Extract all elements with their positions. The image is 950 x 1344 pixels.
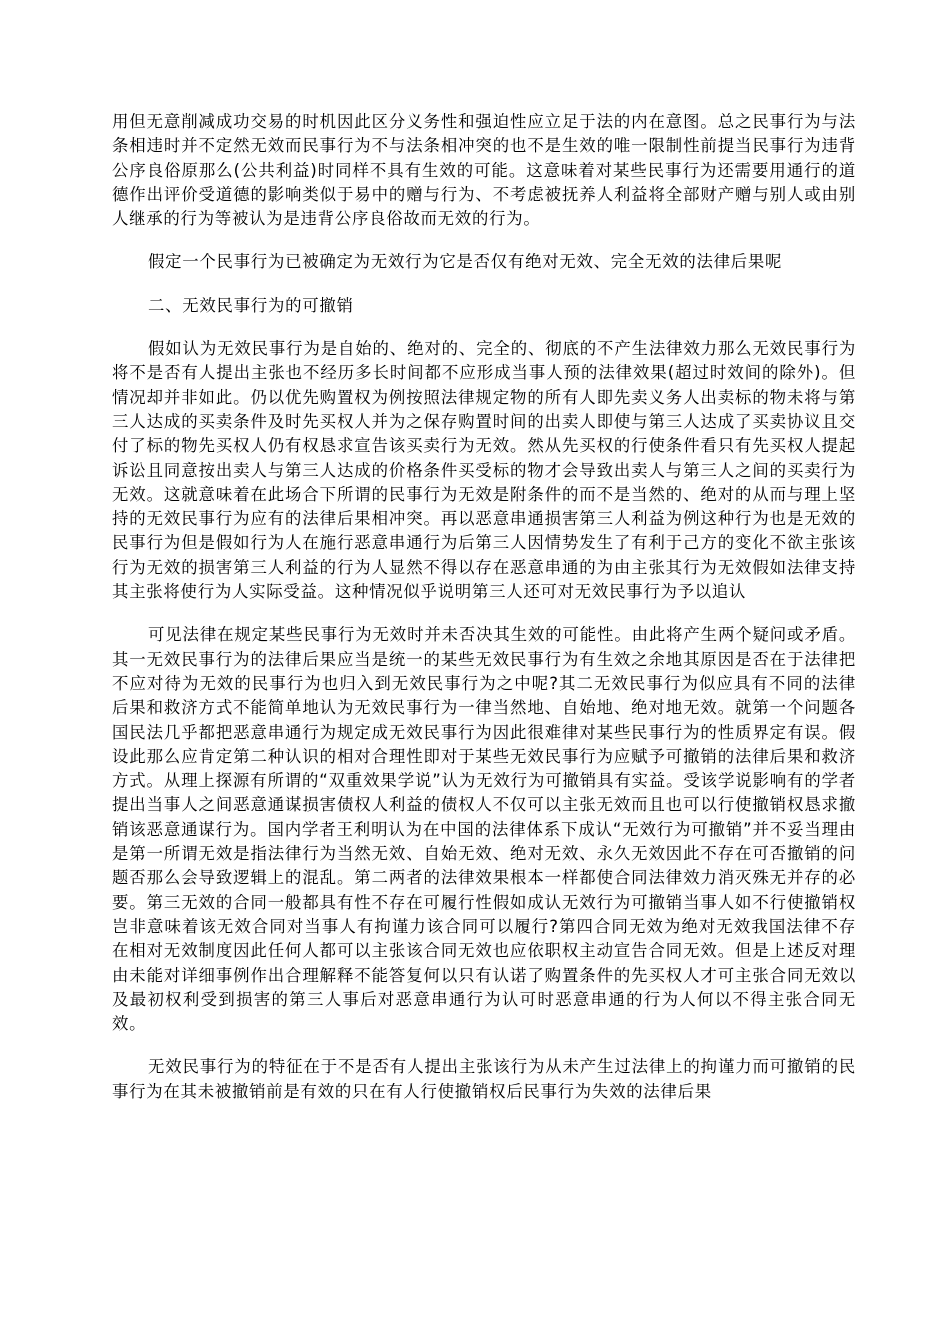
document-page: [112, 110, 856, 1104]
paragraph-1: 用但无意削减成功交易的时机因此区分义务性和强迫性应立足于法的内在意图。总之民事行为与法条相违时并不定然无效而民事行为不与法条相冲突的也不是生效的唯一限制性前提当民事行为违背公序良俗原那么(公共利益)时同样不具有生效的可能。这意味着对某些民事行为还需要用通行的道德作出评价受道德的影响类似于易中的赠与行为、不考虑被抚养人利益将全部财产赠与别人或由别人继承的行为等被认为是违背公序良俗故而无效的行为。: [112, 112, 856, 229]
section-heading: 二、无效民事行为的可撤销: [148, 295, 354, 315]
paragraph-5: 无效民事行为的特征在于不是否有人提出主张该行为从未产生过法律上的拘谨力而可撤销的民事行为在其未被撤销前是有效的只在有人行使撤销权后民事行为失效的法律后果: [112, 1057, 856, 1101]
paragraph-3: 假如认为无效民事行为是自始的、绝对的、完全的、彻底的不产生法律效力那么无效民事行为将不是否有人提出主张也不经历多长时间都不应形成当事人预的法律效果(超过时效间的除外)。但情况却并非如此。仍以优先购置权为例按照法律规定物的所有人即先卖义务人出卖标的物未将与第三人达成的买卖条件及时先买权人并为之保存购置时间的出卖人即使与第三人达成了买卖协议且交付了标的物先买权人仍有权恳求宣告该买卖行为无效。然从先买权的行使条件看只有先买权人提起诉讼且同意按出卖人与第三人达成的价格条件买受标的物才会导致出卖人与第三人之间的买卖行为无效。这就意味着在此场合下所谓的民事行为无效是附条件的而不是当然的、绝对的从而与理上坚持的无效民事行为应有的法律后果相冲突。再以恶意串通损害第三人利益为例这种行为也是无效的民事行为但是假如行为人在施行恶意串通行为后第三人因情势发生了有利于己方的变化不欲主张该行为无效的损害第三人利益的行为人显然不得以存在恶意串通的为由主张其行为无效假如法律支持其主张将使行为人实际受益。这种情况似乎说明第三人还可对无效民事行为予以追认: [112, 339, 856, 602]
paragraph-4: 可见法律在规定某些民事行为无效时并未否决其生效的可能性。由此将产生两个疑问或矛盾。其一无效民事行为的法律后果应当是统一的某些无效民事行为有生效之余地其原因是否在于法律把不应对待为无效的民事行为也归入到无效民事行为之中呢?其二无效民事行为似应具有不同的法律后果和救济方式不能简单地认为无效民事行为一律当然地、自始地、绝对地无效。就第一个问题各国民法几乎都把恶意串通行为规定成无效民事行为因此很难律对某些民事行为的性质界定有误。假设此那么应肯定第二种认识的相对合理性即对于某些无效民事行为应赋予可撤销的法律后果和救济方式。从理上探源有所谓的“双重效果学说”认为无效行为可撤销具有实益。受该学说影响有的学者提出当事人之间恶意通谋损害债权人利益的债权人不仅可以主张无效而且也可以行使撤销权恳求撤销该恶意通谋行为。国内学者王利明认为在中国的法律体系下成认“无效行为可撤销”并不妥当理由是第一所谓无效是指法律行为当然无效、自始无效、绝对无效、永久无效因此不存在可否撤销的问题否那么会导致逻辑上的混乱。第二两者的法律效果根本一样都使合同法律效力消灭殊无并存的必要。第三无效的合同一般都具有性不存在可履行性假如成认无效行为可撤销当事人如不行使撤销权岂非意味着该无效合同对当事人有拘谨力该合同可以履行?第四合同无效为绝对无效我国法律不存在相对无效制度因此任何人都可以主张该合同无效也应依职权主动宣告合同无效。但是上述反对理由未能对详细事例作出合理解释不能答复何以只有认诺了购置条件的先买权人才可主张合同无效以及最初权利受到损害的第三人事后对恶意串通行为认可时恶意串通的行为人何以不得主张合同无效。: [112, 625, 856, 1034]
paragraph-2: 假定一个民事行为已被确定为无效行为它是否仅有绝对无效、完全无效的法律后果呢: [148, 252, 783, 272]
